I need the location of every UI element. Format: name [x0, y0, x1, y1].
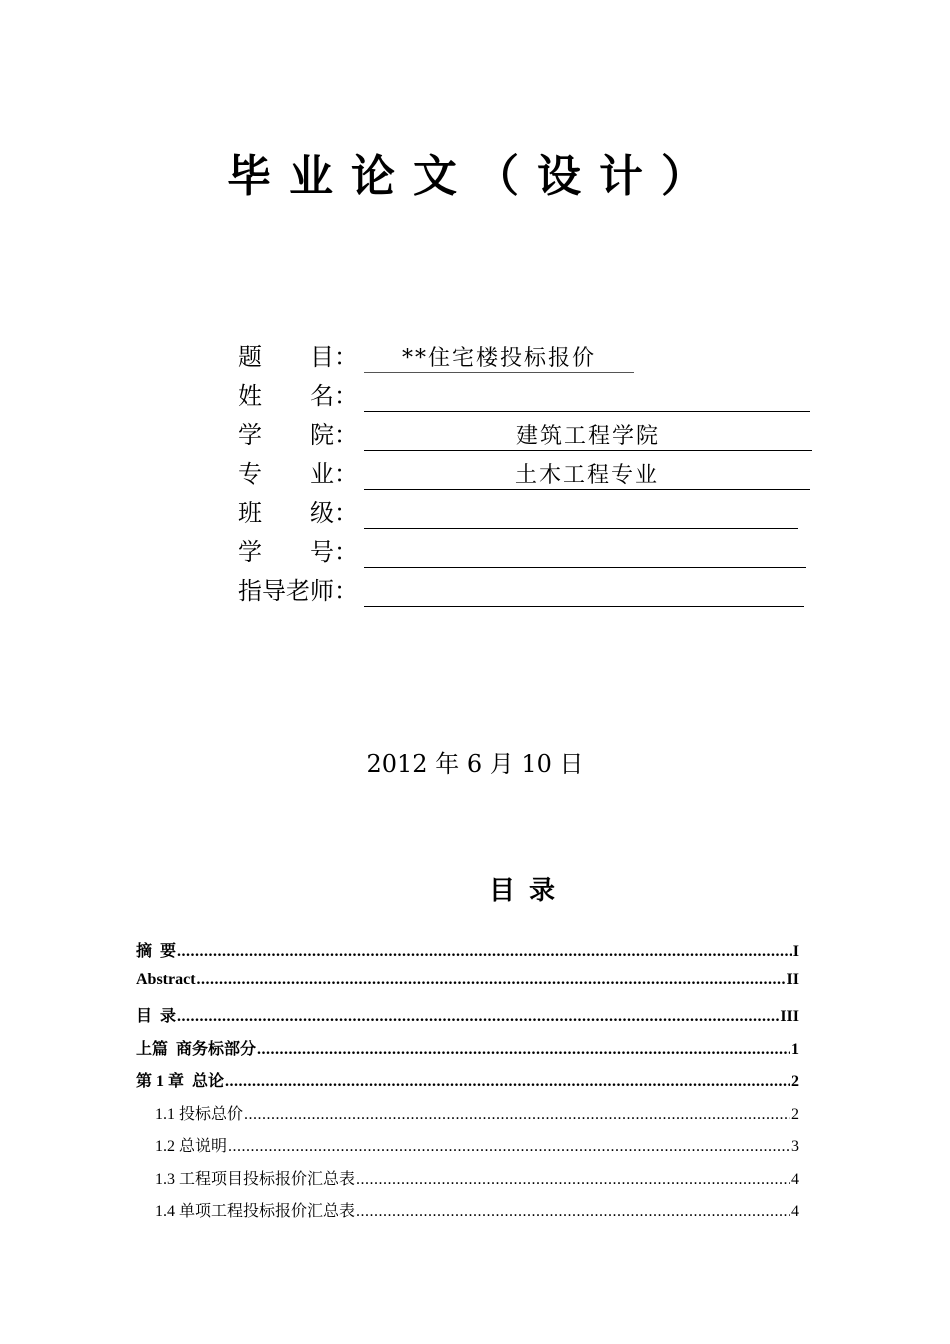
toc-entry-title: 1.4 单项工程投标报价汇总表 — [155, 1203, 356, 1220]
document-title: 毕业论文（设计） — [227, 151, 723, 202]
toc-leader — [225, 1073, 790, 1091]
field-major — [238, 458, 810, 490]
field-class — [238, 497, 798, 529]
field-college-value: 建筑工程学院 — [364, 424, 812, 451]
field-class-label: 班 级： — [238, 499, 358, 527]
toc-entry-title: 1.3 工程项目投标报价汇总表 — [155, 1170, 356, 1188]
toc-entry-page: 4 — [791, 1203, 799, 1220]
toc-leader — [228, 1138, 790, 1156]
toc-entry[interactable] — [136, 1036, 799, 1069]
field-student-id-label: 学 号： — [238, 538, 358, 566]
toc-entry-title: 1.1 投标总价 — [155, 1105, 244, 1123]
field-name — [238, 380, 810, 412]
field-college-label: 学 院： — [238, 421, 358, 449]
field-college — [238, 419, 812, 451]
field-topic-label: 题 目： — [238, 343, 358, 371]
toc-entry-page: 4 — [791, 1170, 799, 1188]
field-advisor-label: 指导老师： — [238, 577, 358, 605]
toc-entry-title: 1.2 总说明 — [155, 1138, 228, 1155]
field-topic-value: **住宅楼投标报价 — [364, 346, 634, 373]
toc-entry[interactable] — [136, 1133, 799, 1166]
toc-entry[interactable] — [136, 1068, 799, 1101]
toc-leader — [257, 1041, 790, 1059]
toc-leader — [177, 943, 792, 961]
toc-entry-title: 第 1 章 总论 — [136, 1073, 225, 1090]
toc-leader — [356, 1203, 790, 1221]
toc-entry[interactable] — [136, 971, 799, 1004]
field-advisor — [238, 575, 804, 607]
submission-date: 2012 年 6 月 10 日 — [366, 750, 584, 778]
toc-entry-page: 3 — [791, 1138, 799, 1155]
field-name-label: 姓 名： — [238, 382, 358, 410]
field-major-label: 专 业： — [238, 460, 358, 488]
toc-leader — [244, 1106, 790, 1124]
toc-entry[interactable] — [136, 938, 799, 971]
field-name-value — [364, 385, 810, 412]
toc-entry[interactable] — [136, 1198, 799, 1231]
toc-entry-title: 摘 要 — [136, 943, 177, 960]
field-advisor-value — [364, 580, 804, 607]
toc-entry-title: Abstract — [136, 970, 196, 988]
toc-entry-page: 2 — [791, 1073, 799, 1090]
toc-entry-page: I — [792, 943, 799, 960]
field-topic — [238, 341, 634, 373]
field-student-id-value — [364, 541, 806, 568]
toc-entry[interactable] — [136, 1003, 799, 1036]
toc-entry-page: III — [780, 1008, 799, 1025]
table-of-contents — [136, 938, 799, 1231]
toc-leader — [197, 971, 786, 989]
toc-entry-title: 目 录 — [136, 1008, 177, 1025]
toc-entry[interactable] — [136, 1166, 799, 1199]
field-major-value: 土木工程专业 — [364, 463, 810, 490]
toc-entry-page: II — [786, 970, 799, 988]
toc-entry-title: 上篇 商务标部分 — [136, 1040, 257, 1058]
toc-title: 目录 — [488, 876, 569, 906]
toc-entry[interactable] — [136, 1101, 799, 1134]
toc-leader — [356, 1171, 790, 1189]
toc-entry-page: 2 — [791, 1105, 799, 1123]
field-class-value — [364, 502, 798, 529]
field-student-id — [238, 536, 806, 568]
toc-leader — [177, 1008, 779, 1026]
toc-entry-page: 1 — [791, 1040, 799, 1058]
